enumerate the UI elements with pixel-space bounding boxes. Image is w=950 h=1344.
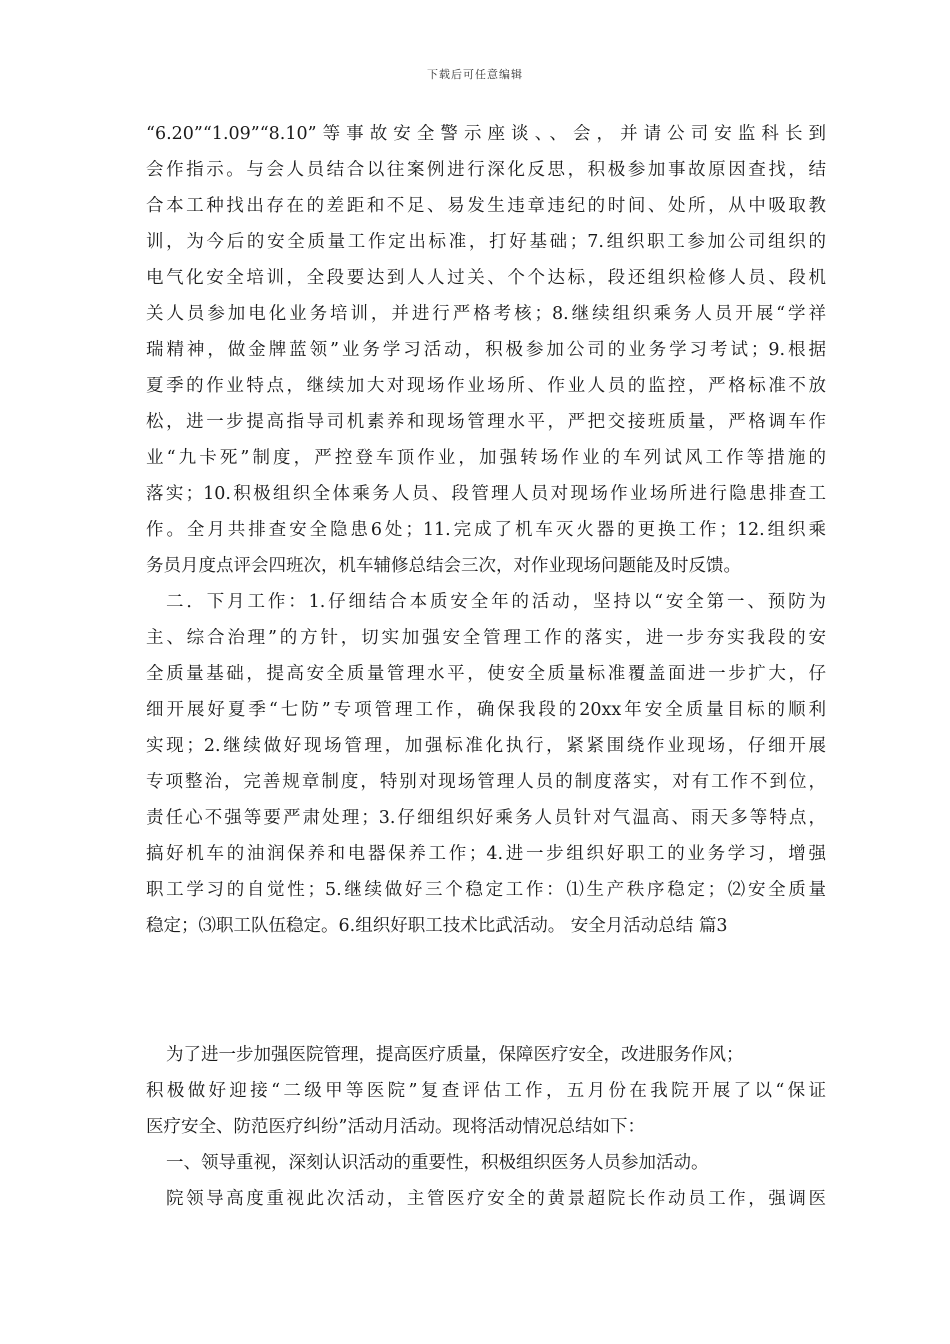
page-header: 下载后可任意编辑 — [427, 68, 523, 81]
text-line: 夏季的作业特点，继续加大对现场作业场所、作业人员的监控，严格标准不放 — [146, 376, 826, 396]
text-block-safety-month — [146, 116, 826, 944]
text-line: 松，进一步提高指导司机素养和现场管理水平，严把交接班质量，严格调车作 — [146, 412, 826, 432]
text-line: 关人员参加电化业务培训，并进行严格考核；8.继续组织乘务人员开展“学祥 — [146, 304, 826, 324]
text-line-with-section-title: 稳定；⑶职工队伍稳定。6.组织好职工技术比武活动。 安全月活动总结 篇3 — [146, 916, 728, 936]
text-line: 合本工种找出存在的差距和不足、易发生违章违纪的时间、处所，从中吸取教 — [146, 196, 826, 216]
text-line: 瑞精神，做金牌蓝领”业务学习活动，积极参加公司的业务学习考试；9.根据 — [146, 340, 826, 360]
text-line: 务员月度点评会四班次，机车辅修总结会三次，对作业现场问题能及时反馈。 — [146, 556, 741, 576]
text-line: 专项整治，完善规章制度，特别对现场管理人员的制度落实，对有工作不到位， — [146, 772, 826, 792]
text-line: 职工学习的自觉性；5.继续做好三个稳定工作：⑴生产秩序稳定；⑵安全质量 — [146, 880, 826, 900]
text-line: 电气化安全培训，全段要达到人人过关、个个达标，段还组织检修人员、段机 — [146, 268, 826, 288]
text-line: 落实；10.积极组织全体乘务人员、段管理人员对现场作业场所进行隐患排查工 — [146, 484, 826, 504]
text-block-hospital-summary — [146, 1037, 826, 1217]
text-line: 训，为今后的安全质量工作定出标准，打好基础；7.组织职工参加公司组织的 — [146, 232, 826, 252]
text-line: 积极做好迎接“二级甲等医院”复查评估工作，五月份在我院开展了以“保证 — [146, 1081, 826, 1101]
text-line: 实现；2.继续做好现场管理，加强标准化执行，紧紧围绕作业现场，仔细开展 — [146, 736, 826, 756]
text-line: 作。全月共排查安全隐患6处；11.完成了机车灭火器的更换工作；12.组织乘 — [146, 520, 826, 540]
text-line: “6.20”“1.09”“8.10”等事故安全警示座谈、、会，并请公司安监科长到 — [146, 124, 826, 144]
text-line: 责任心不强等要严肃处理；3.仔细组织好乘务人员针对气温高、雨天多等特点， — [146, 808, 826, 828]
text-line: 搞好机车的油润保养和电器保养工作；4.进一步组织好职工的业务学习，增强 — [146, 844, 826, 864]
text-line: 细开展好夏季“七防”专项管理工作，确保我段的20xx年安全质量目标的顺利 — [146, 700, 826, 720]
text-line: 业“九卡死”制度，严控登车顶作业，加强转场作业的车列试风工作等措施的 — [146, 448, 826, 468]
text-line: 为了进一步加强医院管理，提高医疗质量，保障医疗安全，改进服务作风； — [166, 1045, 744, 1065]
section-heading-leadership: 一、领导重视，深刻认识活动的重要性，积极组织医务人员参加活动。 — [166, 1153, 709, 1173]
section-heading-next-month: 二．下月工作：1.仔细结合本质安全年的活动，坚持以“安全第一、预防为 — [166, 592, 826, 612]
text-line: 院领导高度重视此次活动，主管医疗安全的黄景超院长作动员工作，强调医 — [166, 1189, 826, 1209]
text-line: 会作指示。与会人员结合以往案例进行深化反思，积极参加事故原因查找，结 — [146, 160, 826, 180]
text-line: 医疗安全、防范医疗纠纷”活动月活动。现将活动情况总结如下： — [146, 1117, 645, 1137]
text-line: 全质量基础，提高安全质量管理水平，使安全质量标准覆盖面进一步扩大，仔 — [146, 664, 826, 684]
text-line: 主、综合治理”的方针，切实加强安全管理工作的落实，进一步夯实我段的安 — [146, 628, 826, 648]
